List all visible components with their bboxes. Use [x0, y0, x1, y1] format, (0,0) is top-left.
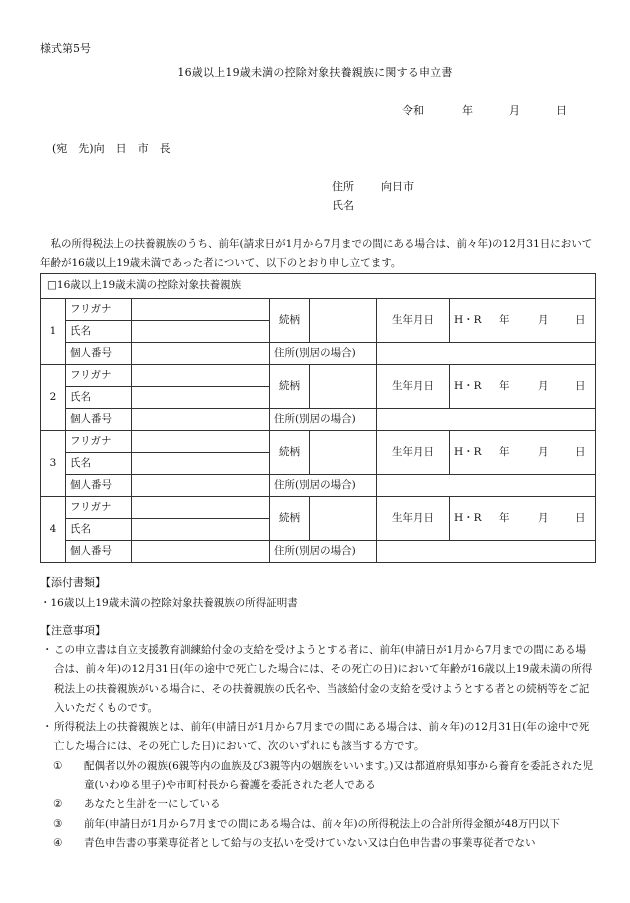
- attachment-item: ・16歳以上19歳未満の控除対象扶養親族の所得証明書: [40, 597, 298, 609]
- date-year-label: 年: [462, 104, 473, 117]
- furigana-label: フリガナ: [66, 431, 132, 453]
- dob-day-label: 日: [575, 313, 586, 326]
- dependent-row: [41, 343, 596, 365]
- address-separate-label: 住所(別居の場合): [270, 409, 377, 431]
- address-separate-field[interactable]: [377, 409, 596, 431]
- name-field[interactable]: [132, 321, 270, 343]
- address-separate-field[interactable]: [377, 343, 596, 365]
- personal-number-field[interactable]: [132, 541, 270, 563]
- dependent-row: [41, 497, 596, 519]
- dependent-number: 3: [41, 431, 66, 497]
- bullet-mark: ・: [42, 644, 53, 656]
- dob-year-label: 年: [499, 379, 510, 392]
- condition-text: あなたと生計を一にしている: [84, 798, 221, 811]
- date-era: 令和: [402, 104, 424, 117]
- dependents-table: [40, 273, 596, 563]
- dob-year-label: 年: [499, 445, 510, 458]
- name-label: 氏名: [66, 321, 132, 343]
- dob-field[interactable]: [450, 431, 596, 475]
- furigana-label: フリガナ: [66, 299, 132, 321]
- furigana-field[interactable]: [132, 497, 270, 519]
- name-label: 氏名: [66, 387, 132, 409]
- addressee: (宛 先)向 日 市 長: [52, 142, 171, 155]
- relationship-field[interactable]: [310, 299, 377, 343]
- note-condition-item: [40, 815, 595, 834]
- dob-field[interactable]: [450, 497, 596, 541]
- dob-label: 生年月日: [377, 497, 450, 541]
- dob-label: 生年月日: [377, 299, 450, 343]
- condition-text: 前年(申請日が1月から7月までの間にある場合は、前々年)の所得税法上の合計所得金額が48万円以下: [84, 817, 560, 830]
- name-label: 氏名: [332, 199, 354, 212]
- dependent-number: 2: [41, 365, 66, 431]
- dob-day-label: 日: [575, 379, 586, 392]
- name-field[interactable]: [132, 387, 270, 409]
- dob-field[interactable]: [450, 365, 596, 409]
- address-separate-label: 住所(別居の場合): [270, 475, 377, 497]
- address-separate-field[interactable]: [377, 541, 596, 563]
- dob-field[interactable]: [450, 299, 596, 343]
- note-text: この申立書は自立支援教育訓練給付金の支給を受けようとする者に、前年(申請日が1月から7月までの間にある場合は、前々年)の12月31日(年の途中で死亡した場合には、その死亡の日)において年齢が16歳以上19歳未満の所得税法上の扶養親族がいる場合に、その扶養親族の氏名や、当該給付金の支給を受けようとする者との続柄等をご記入いただくものです。: [54, 644, 593, 714]
- document-title: 16歳以上19歳未満の控除対象扶養親族に関する申立書: [177, 66, 453, 79]
- furigana-field[interactable]: [132, 299, 270, 321]
- condition-mark: ④: [53, 836, 63, 849]
- date-day-label: 日: [556, 104, 567, 117]
- dependent-number: 4: [41, 497, 66, 563]
- dob-era-options: H・R: [454, 445, 482, 458]
- note-bullet: [40, 718, 595, 757]
- dob-month-label: 月: [538, 313, 549, 326]
- relationship-field[interactable]: [310, 431, 377, 475]
- date-month-label: 月: [509, 104, 520, 117]
- attachments-title: 【添付書類】: [40, 576, 106, 589]
- address-value: 向日市: [381, 180, 414, 193]
- dependent-row: [41, 409, 596, 431]
- dob-era-options: H・R: [454, 511, 482, 524]
- address-separate-label: 住所(別居の場合): [270, 541, 377, 563]
- dob-era-options: H・R: [454, 379, 482, 392]
- note-text: 所得税法上の扶養親族とは、前年(申請日が1月から7月までの間にある場合は、前々年)の12月31日(年の途中で死亡した場合には、その死亡した日)において、次のいずれにも該当する方です。: [54, 721, 590, 753]
- name-label: 氏名: [66, 519, 132, 541]
- relationship-field[interactable]: [310, 365, 377, 409]
- dob-year-label: 年: [499, 313, 510, 326]
- address-separate-field[interactable]: [377, 475, 596, 497]
- dob-day-label: 日: [575, 511, 586, 524]
- dob-year-label: 年: [499, 511, 510, 524]
- note-condition-item: [40, 795, 595, 814]
- relationship-label: 続柄: [270, 497, 310, 541]
- furigana-label: フリガナ: [66, 365, 132, 387]
- note-condition-item: [40, 834, 595, 853]
- furigana-field[interactable]: [132, 431, 270, 453]
- condition-text: 青色申告書の事業専従者として給与の支払いを受けていない又は白色申告書の事業専従者でない: [84, 836, 536, 849]
- note-bullet: [40, 641, 595, 718]
- dob-label: 生年月日: [377, 365, 450, 409]
- dependent-row: [41, 541, 596, 563]
- name-field[interactable]: [132, 519, 270, 541]
- relationship-label: 続柄: [270, 365, 310, 409]
- dependent-row: [41, 431, 596, 453]
- personal-number-label: 個人番号: [66, 409, 132, 431]
- condition-text: 配偶者以外の親族(6親等内の血族及び3親等内の姻族をいいます。)又は都道府県知事から養育を委託された児童(いわゆる里子)や市町村長から養護を委託された老人である: [84, 759, 593, 792]
- relationship-label: 続柄: [270, 431, 310, 475]
- furigana-field[interactable]: [132, 365, 270, 387]
- notes-title: 【注意事項】: [40, 624, 106, 637]
- address-separate-label: 住所(別居の場合): [270, 343, 377, 365]
- name-field[interactable]: [132, 453, 270, 475]
- name-label: 氏名: [66, 453, 132, 475]
- relationship-label: 続柄: [270, 299, 310, 343]
- personal-number-label: 個人番号: [66, 541, 132, 563]
- personal-number-label: 個人番号: [66, 343, 132, 365]
- dob-label: 生年月日: [377, 431, 450, 475]
- applicant-name-line: [332, 199, 354, 213]
- dependent-row: [41, 365, 596, 387]
- bullet-mark: ・: [42, 721, 53, 734]
- address-label: 住所: [332, 180, 354, 193]
- condition-mark: ③: [53, 817, 63, 830]
- note-condition-item: [40, 757, 595, 796]
- condition-mark: ①: [53, 759, 63, 772]
- notes-section: [40, 641, 595, 853]
- intro-paragraph: 私の所得税法上の扶養親族のうち、前年(請求日が1月から7月までの間にある場合は、前々年)の12月31日において年齢が16歳以上19歳未満であった者について、以下のとおり申し立てます。: [40, 238, 593, 269]
- personal-number-field[interactable]: [132, 475, 270, 497]
- dependent-row: [41, 299, 596, 321]
- dob-month-label: 月: [538, 379, 549, 392]
- dependent-number: 1: [41, 299, 66, 365]
- dob-era-options: H・R: [454, 313, 482, 326]
- dob-month-label: 月: [538, 511, 549, 524]
- dob-day-label: 日: [575, 445, 586, 458]
- personal-number-label: 個人番号: [66, 475, 132, 497]
- table-heading: □16歳以上19歳未満の控除対象扶養親族: [41, 274, 596, 299]
- table-heading-row: [41, 274, 596, 299]
- form-number: 様式第5号: [40, 42, 91, 55]
- condition-mark: ②: [53, 798, 63, 811]
- applicant-address-line: [332, 180, 414, 194]
- furigana-label: フリガナ: [66, 497, 132, 519]
- dob-month-label: 月: [538, 445, 549, 458]
- dependent-row: [41, 475, 596, 497]
- personal-number-field[interactable]: [132, 409, 270, 431]
- relationship-field[interactable]: [310, 497, 377, 541]
- personal-number-field[interactable]: [132, 343, 270, 365]
